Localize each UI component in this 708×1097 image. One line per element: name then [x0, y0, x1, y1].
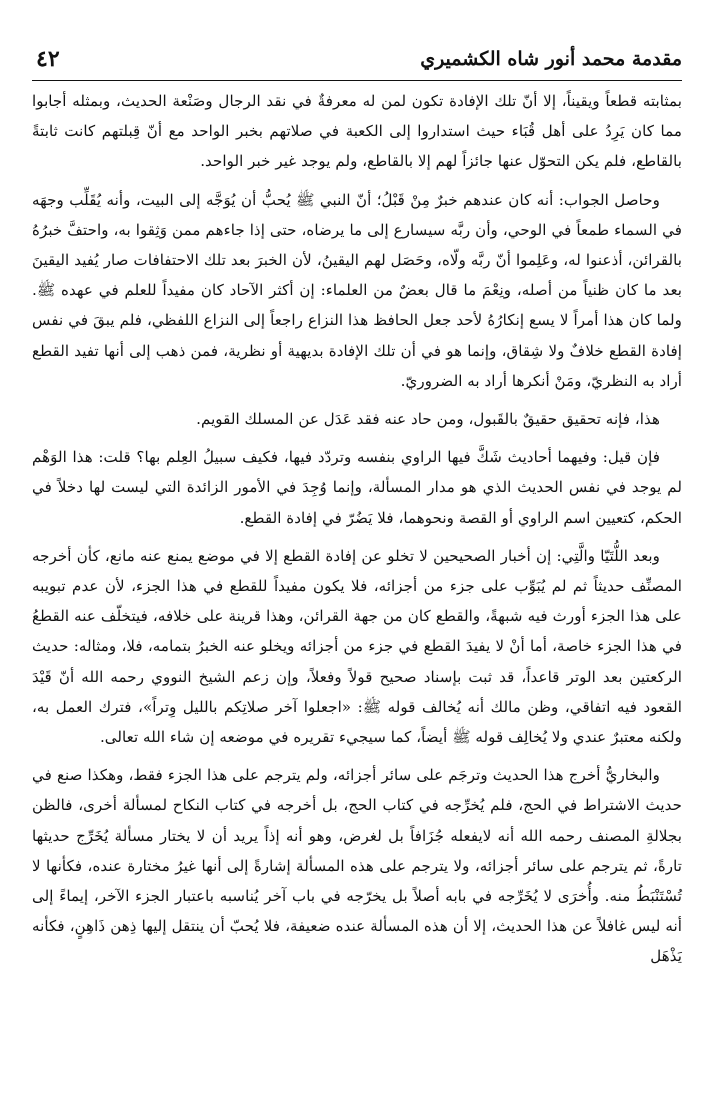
- page-number: ٤٢: [36, 46, 60, 72]
- paragraph-4: فإن قيل: وفيهما أحاديث شَكَّ فيها الراوي بنفسه وتردّد فيها، فكيف سبيلُ العِلم بها؟ قلت: هذا الوَهْم لم يوجد في نفس الحديث الذي هو مدار المسألة، وإنما وُجِدَ في الأمور الزائدة التي ليست لها دخلاً في الحكم، كتعيين اسم الراوي أو القصة ونحوهما، فلا يَضُرّ في إفادة القطع.: [32, 448, 682, 527]
- paragraph-2: وحاصل الجواب: أنه كان عندهم خبرٌ مِنْ قَبْلُ؛ أنّ النبي ﷺ يُحبُّ أن يُوَجَّه إلى البيت، وأنه يُقَلِّب وجهَه في السماء طمعاً في الوحي، وأن ربَّه سيسارع إلى ما يرضاه، حتى إذا جاءهم ممن وَثِقوا به، واحتفَّ خبرُهُ بالقرائن، أذعنوا له، وعَلِموا أنّ ربَّه ولّاه، وحَصَل لهم اليقينُ، لأن الخبرَ بعد تلك الاحتفافات صار يُفيد اليقينَ بعد ما كان ظنياً من أصله، ونِعْمَ ما قال بعضٌ من العلماء: إن أكثر الآحاد كان مفيداً للعلم في عهده ﷺ. ولما كان هذا أمراً لا يسع إنكارُهُ لأحد جعل الحافظ هذا النزاع راجعاً إلى النزاع اللفظي، فلم يبقَ في نفس إفادة القطع خلافٌ ولا شِقاق، وإنما هو في أن تلك الإفادة بديهية أو نظرية، فمن ذهب إلى أنها تفيد القطع أراد به النظريّ، ومَنْ أنكرها أراد به الضروريّ.: [32, 190, 683, 390]
- running-title: مقدمة محمد أنور شاه الكشميري: [420, 48, 682, 70]
- paragraph-3: هذا، فإنه تحقيق حقيقٌ بالقَبول، ومن حاد عنه فقد عَدَل عن المسلك القويم.: [196, 410, 660, 429]
- paragraph-1: بمثابته قطعاً ويقيناً، إلا أنّ تلك الإفادة تكون لمن له معرفةٌ في نقد الرجال وصَنْعة الحديث، وبمثله أجابوا مما كان يَرِدُ على أهل قُبَاء حيث استداروا إلى الكعبة في صلاتهم بخبر الواحد مع أنّ قِبلتهم كانت ثابتةً بالقاطع، فلم يكن التحوّل عنها جائزاً لهم إلا بالقاطع، ولم يوجد غير خبر الواحد.: [32, 92, 682, 171]
- paragraph-6: والبخاريُّ أخرج هذا الحديث وترجَم على سائر أجزائه، ولم يترجم على هذا الجزء فقط، وهكذا صنع في حديث الاشتراط في الحج، فلم يُخرِّجه في كتاب الحج، بل أخرجه في كتاب النكاح لمسألة أخرى، فالظن بجلالةِ المصنف رحمه الله أنه لايفعله جُزَافاً بل لغرض، وهو أنه إذاً يريد أن لا يختار مسألة يُخَرِّج حديثها تارةً، ثم يترجم على سائر أجزائه، ولا يترجم على هذه المسألة إشارةً إلى أنها غيرُ مختارة عنده، فكأنها لا تُسْتَنْبَطُ منه. وأُخرَى لا يُخَرِّجه في بابه أصلاً بل يخرّجه في باب آخر يُناسبه باعتبار الجزء الآخر، إيماءً إلى أنه ليس غافلاً عن هذا الحديث، إلا أن هذه المسألة عنده ضعيفة، فلا يُحبّ أن ينتقل إليها ذِهن ذَاهِنٍ، فكأنه يَذْهَل: [32, 766, 682, 966]
- paragraph-5: وبعد اللُّتَيّا والَّتِي: إن أخبار الصحيحين لا تخلو عن إفادة القطع إلا في موضع يمنع عنه مانع، كأن أخرجه المصنِّف حديثاً ثم لم يُبَوِّب على جزء من أجزائه، فلا يكون مفيداً للقطع في هذا الجزء، لأن عدم تبويبه على هذا الجزء أورث فيه شبهةً، والقطع كان من جهة القرائن، وهذا قرينة على خلافه، فيتخلّف عنه القطعُ في هذا الجزء خاصة، أما أنْ لا يفيدَ القطع في جزء من أجزائه ويخلو عنه الخبرُ بتمامه، فلا، ومثاله: حديث الركعتين بعد الوتر قاعداً، قد ثبت بإسناد صحيح قولاً وفعلاً، وإن زعم الشيخ النووي رحمه الله أنّ قَيْدَ القعود فيه اتفاقي، وظن مالك أنه يُخالف قوله ﷺ: «اجعلوا آخر صلاتِكم بالليل وِتراً»، فترك العمل به، ولكنه معتبرٌ عندي ولا يُخالِف قوله ﷺ أيضاً، كما سيجيء تقريره في موضعه إن شاء الله تعالى.: [32, 546, 682, 747]
- running-header: [32, 46, 682, 81]
- page-body: [32, 86, 682, 980]
